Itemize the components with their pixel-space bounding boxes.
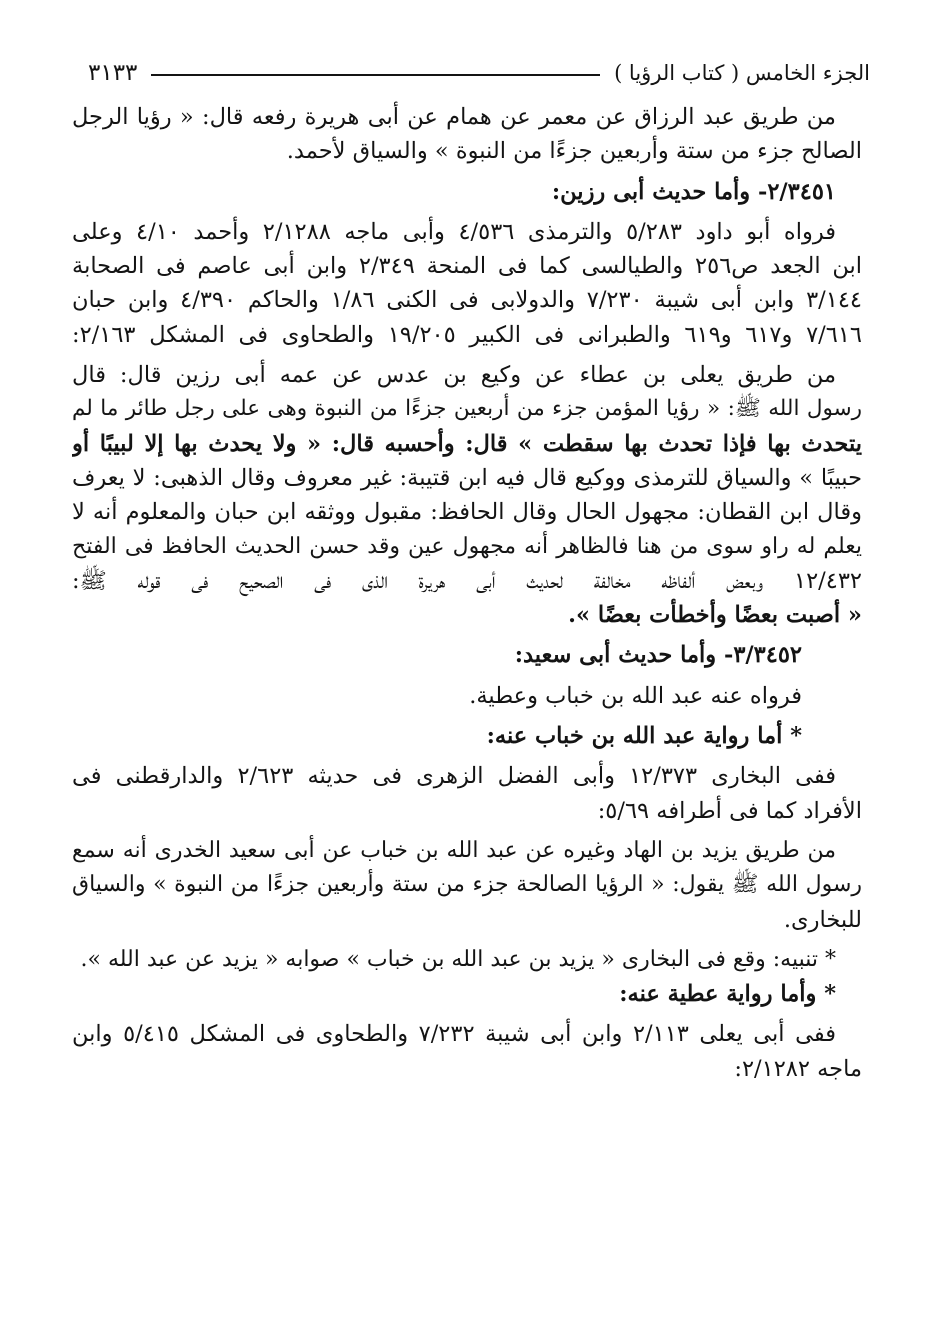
text-line: ففى أبى يعلى ٢/١١٣ وابن أبى شيبة ٧/٢٣٢ والطحاوى فى المشكل ٥/٤١٥ وابن <box>72 1021 836 1048</box>
text-line: ابن الجعد ص٢٥٦ والطيالسى كما فى المنحة ٢/٣٤٩ وابن أبى عاصم فى الصحابة <box>72 253 862 280</box>
header-title: الجزء الخامس ( كتاب الرؤيا ) <box>614 61 870 85</box>
note-line: * تنبيه: وقع فى البخارى « يزيد بن عبد الله بن خباب » صوابه « يزيد عن عبد الله ». <box>80 946 836 972</box>
text-line: يتحدث بها فإذا تحدث بها سقطت » قال: وأحسبه قال: « ولا يحدث بها إلا لبيبًا أو <box>72 430 862 457</box>
page-number: ٣١٣٣ <box>88 60 138 86</box>
sub-heading: * أما رواية عبد الله بن خباب عنه: <box>486 723 802 750</box>
text-line: ٣/١٤٤ وابن أبى شيبة ٧/٢٣٠ والدولابى فى الكنى ١/٨٦ والحاكم ٤/٣٩٠ وابن حبان <box>72 287 862 314</box>
text-line: ١٢/٤٣٢ وبعض ألفاظه مخالفة لحديث أبى هريرة الذى فى الصحيح فى قوله ﷺ: <box>72 567 862 594</box>
text-line: ٧/٦١٦ و٦١٧ و٦١٩ والطبرانى فى الكبير ١٩/٢٠٥ والطحاوى فى المشكل ٢/١٦٣: <box>72 321 862 348</box>
section-heading: ٢/٣٤٥١- وأما حديث أبى رزين: <box>551 178 836 205</box>
text-line: وقال ابن القطان: مجهول الحال وقال الحافظ: مقبول ووثقه ابن حبان والمعلوم أنه لا <box>72 499 862 526</box>
text-line: حبيبًا » والسياق للترمذى ووكيع قال فيه ابن قتيبة: غير معروف وقال الذهبى: لا يعرف <box>72 464 862 491</box>
running-header <box>88 52 870 94</box>
text-line: « أصبت بعضًا وأخطأت بعضًا ». <box>568 602 862 629</box>
text-line: من طريق يعلى بن عطاء عن وكيع بن عدس عن عمه أبى رزين قال: قال <box>72 362 836 389</box>
text-line: يعلم له راو سوى من هنا فالظاهر أنه مجهول عين وقد حسن الحديث الحافظ فى الفتح <box>72 533 862 559</box>
text-line: ففى البخارى ١٢/٣٧٣ وأبى الفضل الزهرى فى حديثه ٢/٦٢٣ والدارقطنى فى <box>72 763 837 790</box>
text-line: من طريق عبد الرزاق عن معمر عن همام عن أبى هريرة رفعه قال: « رؤيا الرجل <box>72 104 836 130</box>
text-line: رسول الله ﷺ يقول: « الرؤيا الصالحة جزء من ستة وأربعين جزءًا من النبوة » والسياق <box>72 872 862 898</box>
text-line: الأفراد كما فى أطرافه ٥/٦٩: <box>597 797 862 824</box>
text-line: فرواه أبو داود ٥/٢٨٣ والترمذى ٤/٥٣٦ وأبى ماجه ٢/١٢٨٨ وأحمد ٤/١٠ وعلى <box>72 218 836 245</box>
text-line: فرواه عنه عبد الله بن خباب وعطية. <box>469 682 802 709</box>
header-rule <box>151 74 600 76</box>
text-line: الصالح جزء من ستة وأربعين جزءًا من النبوة » والسياق لأحمد. <box>286 138 862 165</box>
text-line: رسول الله ﷺ: « رؤيا المؤمن جزء من أربعين جزءًا من النبوة وهى على رجل طائر ما لم <box>72 396 862 422</box>
text-line: ماجه ٢/١٢٨٢: <box>734 1055 862 1082</box>
section-heading: ٣/٣٤٥٢- وأما حديث أبى سعيد: <box>514 642 802 669</box>
page-body <box>72 100 862 1086</box>
sub-heading: * وأما رواية عطية عنه: <box>619 981 836 1008</box>
text-line: من طريق يزيد بن الهاد وغيره عن عبد الله بن خباب عن أبى سعيد الخدرى أنه سمع <box>72 837 836 863</box>
text-line: للبخارى. <box>783 906 862 933</box>
